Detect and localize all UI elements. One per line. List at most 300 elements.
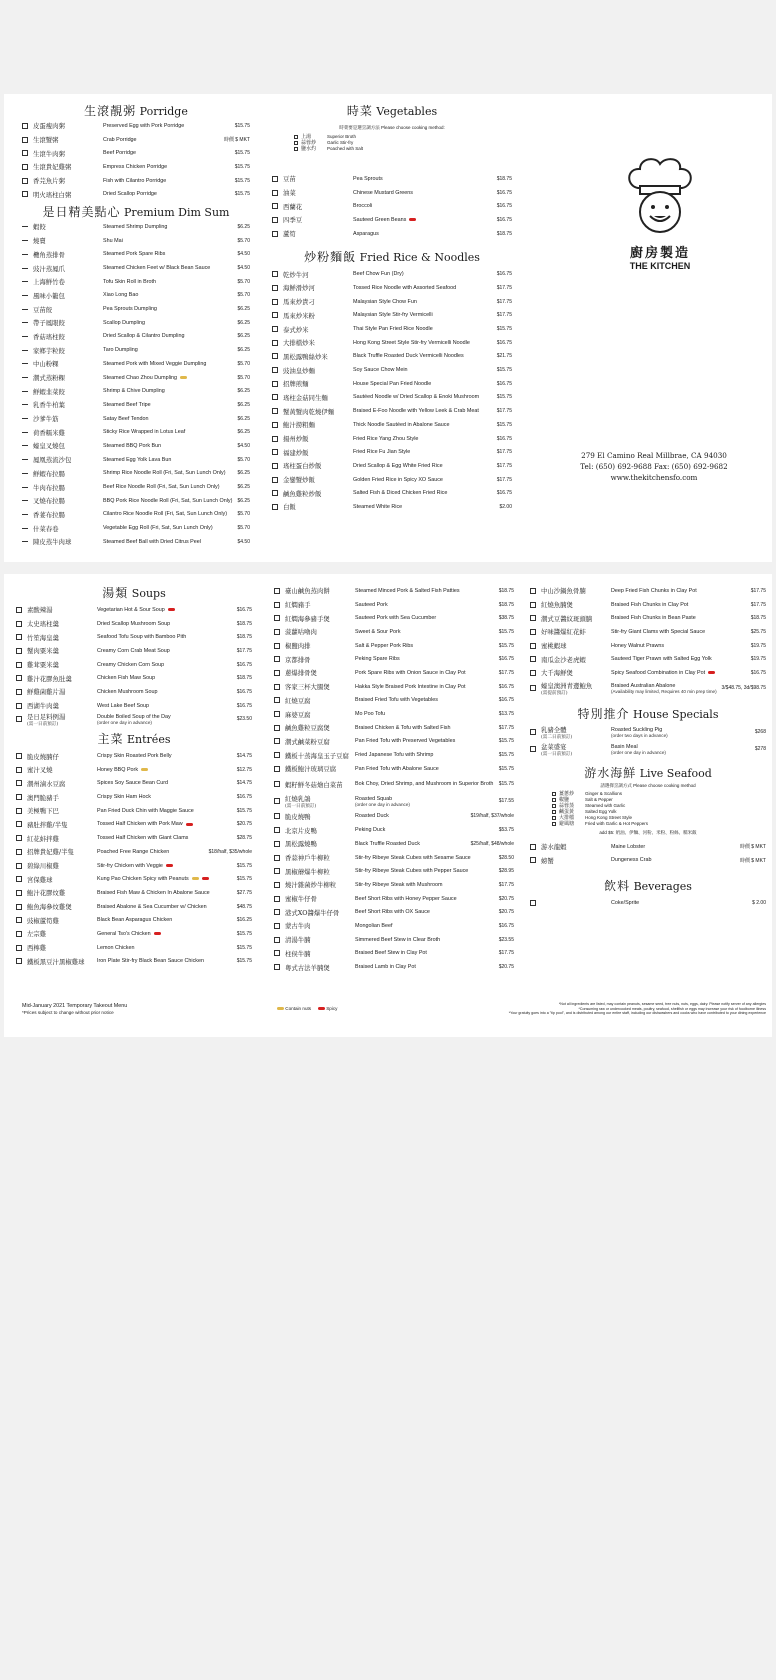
option-label-en: Steamed with Garlic [585,802,626,808]
order-line[interactable] [22,404,28,405]
live-methods [530,791,766,827]
item-name-en: Chicken Mushroom Soup [97,688,158,695]
item-price: $15.75 [234,122,250,129]
menu-item [272,377,512,391]
item-name-en: Mongolian Beef [355,922,393,929]
order-checkbox[interactable] [274,923,280,929]
order-line[interactable] [22,514,28,515]
item-name-en: Dungeness Crab [611,857,652,864]
menu-item [272,459,512,473]
menu-item [274,837,514,851]
item-price: $17.75 [236,647,252,654]
order-checkbox[interactable] [530,670,536,676]
menu-item [274,680,514,694]
option-checkbox[interactable] [552,798,556,802]
order-checkbox[interactable] [16,780,22,786]
menu-item [530,598,766,612]
order-line[interactable] [22,254,28,255]
order-checkbox[interactable] [274,896,280,902]
order-checkbox[interactable] [22,191,28,197]
order-checkbox[interactable] [16,767,22,773]
item-name-en: Steamed Pork with Mixed Veggie Dumpling [103,360,207,367]
menu-item [16,603,252,617]
order-checkbox[interactable] [272,340,278,346]
noodles-list [272,267,512,513]
order-checkbox[interactable] [16,634,22,640]
menu-item [274,748,514,762]
order-checkbox[interactable] [530,685,536,691]
item-price: $16.75 [496,189,512,196]
order-checkbox[interactable] [16,648,22,654]
order-checkbox[interactable] [274,684,280,690]
cooking-option[interactable] [530,821,766,827]
entrees-title: 主菜 Entrées [97,732,171,747]
item-price: $6.25 [237,401,250,408]
item-name-zh: 蜜椒牛仔骨 [285,895,317,904]
item-name-zh: 香蒜神戶牛柳粒 [285,854,330,863]
menu-item [16,685,252,699]
order-checkbox[interactable] [22,164,28,170]
item-name-zh: 雞汁花膠魚肚羹 [27,674,72,683]
item-name-en: Steamed Chicken Feet w/ Black Bean Sauce [103,265,211,272]
item-note: (Availability may limited, Requires 40 min prep time) [611,688,717,694]
order-checkbox[interactable] [272,422,278,428]
item-price: $16.75 [750,669,766,676]
order-checkbox[interactable] [530,588,536,594]
order-checkbox[interactable] [16,662,22,668]
item-price: $15.75 [496,326,512,333]
menu-item [22,174,250,188]
order-line[interactable] [22,445,28,446]
item-name-en: Braised Fish Maw & Chicken In Abalone Sauce [97,889,210,896]
item-name-en: Beef Short Ribs with Honey Pepper Sauce [355,895,457,902]
order-line[interactable] [22,322,28,323]
item-name-zh: 油菜 [283,189,296,198]
item-name-en: Salt & Pepper Pork Ribs [355,642,414,649]
item-name-zh: 紅花蚌拌雞 [27,834,59,843]
order-checkbox[interactable] [16,876,22,882]
order-checkbox[interactable] [16,607,22,613]
order-checkbox[interactable] [272,394,278,400]
option-label-zh: 避風塘 [559,820,575,827]
order-checkbox[interactable] [274,643,280,649]
item-name-en: Roasted Duck [355,813,389,820]
phone-fax: Tel: (650) 692-9688 Fax: (650) 692-9682 [580,462,728,471]
item-sub-note: (需一日前預訂) [285,803,317,809]
menu-item [16,955,252,969]
order-line[interactable] [22,432,28,433]
option-checkbox[interactable] [294,135,298,139]
order-line[interactable] [22,528,28,529]
item-price: $16.75 [496,271,512,278]
option-checkbox[interactable] [552,822,556,826]
contact-block [544,450,764,483]
order-line[interactable] [22,336,28,337]
option-checkbox[interactable] [552,816,556,820]
brand-name-zh: 廚房製造 [629,246,690,261]
order-checkbox[interactable] [22,137,28,143]
item-price: $17.75 [498,881,514,888]
order-checkbox[interactable] [16,621,22,627]
order-checkbox[interactable] [274,656,280,662]
order-checkbox[interactable] [272,436,278,442]
order-checkbox[interactable] [530,844,536,850]
item-name-en: Pork Spare Ribs with Onion Sauce in Clay Pot [355,669,466,676]
order-checkbox[interactable] [272,231,278,237]
order-line[interactable] [22,418,28,419]
menu-item [274,611,514,625]
item-name-en: Hong Kong Street Style Stir-fry Vermicelli Noodle [353,339,470,346]
menu-item [22,425,250,439]
order-checkbox[interactable] [274,827,280,833]
item-price: $16.75 [498,656,514,663]
website-link[interactable]: www.thekitchensfo.com [610,473,698,482]
order-checkbox[interactable] [530,857,536,863]
order-line[interactable] [22,541,28,542]
menu-item [16,831,252,845]
order-checkbox[interactable] [272,367,278,373]
item-name-zh: 豆苗餃 [33,305,53,314]
order-checkbox[interactable] [16,958,22,964]
order-checkbox[interactable] [274,950,280,956]
order-checkbox[interactable] [16,808,22,814]
item-name-zh: 明火瑤柱白粥 [33,190,72,199]
order-checkbox[interactable] [272,408,278,414]
item-name-zh: 鮮蝦韭菜餃 [33,387,65,396]
order-line[interactable] [22,459,28,460]
menu-item [16,763,252,777]
menu-item [530,741,766,758]
order-line[interactable] [22,500,28,501]
order-line[interactable] [22,309,28,310]
item-price: $4.50 [237,442,250,449]
item-name-en: Scallop Dumpling [103,319,145,326]
order-checkbox[interactable] [16,821,22,827]
menu-item [274,762,514,776]
menu-item [274,933,514,947]
order-checkbox[interactable] [274,752,280,758]
order-checkbox[interactable] [530,643,536,649]
order-line[interactable] [22,295,28,296]
item-name-en: House Special Pan Fried Noodle [353,380,432,387]
order-checkbox[interactable] [16,917,22,923]
menu-item [22,289,250,303]
item-name-en: Lemon Chicken [97,944,135,951]
chili-pepper-icon [708,671,715,674]
item-name-zh: 陳皮蒸牛肉球 [33,538,72,547]
option-label-zh: 椒鹽 [559,796,570,803]
item-price: $5.70 [237,360,250,367]
entrees-list [16,749,252,968]
item-price: $15.75 [236,944,252,951]
order-checkbox[interactable] [16,904,22,910]
order-checkbox[interactable] [16,689,22,695]
item-price: $17.75 [496,462,512,469]
chili-pepper-icon [166,864,173,867]
item-name-en: Cilantro Rice Noodle Roll (Fri, Sat, Sun Lunch Only) [103,511,228,518]
item-price: $23.50 [236,716,252,723]
order-checkbox[interactable] [274,798,280,804]
option-checkbox[interactable] [294,147,298,151]
menu-item [16,699,252,713]
item-price: $16.75 [236,794,252,801]
veg-methods [272,134,512,152]
order-checkbox[interactable] [272,176,278,182]
item-name-zh: 蠔皇叉燒包 [33,442,65,451]
order-checkbox[interactable] [16,863,22,869]
menu-item [22,133,250,147]
order-checkbox[interactable] [530,615,536,621]
item-name-zh: 泰式炒米 [283,325,309,334]
item-price: $16.75 [498,922,514,929]
item-price: $28.50 [498,854,514,861]
item-name-en: Steamed Beef Ball with Dried Citrus Peel [103,538,201,545]
order-line[interactable] [22,487,28,488]
order-checkbox[interactable] [16,890,22,896]
item-name-zh: 香荽布拉腸 [33,510,65,519]
order-checkbox[interactable] [272,463,278,469]
order-line[interactable] [22,240,28,241]
item-name-en: BBQ Pork Rice Noodle Roll (Fri, Sat, Sun Lunch Only) [103,497,233,504]
item-price: $25/half, $48/whole [470,840,514,847]
order-checkbox[interactable] [274,697,280,703]
menu-item [272,227,512,241]
menu-item [274,892,514,906]
menu-item [16,941,252,955]
order-checkbox[interactable] [274,781,280,787]
order-line[interactable] [22,473,28,474]
item-name-en: Steamed Beef Tripe [103,401,151,408]
menu-item [274,905,514,919]
item-name-en: Shu Mai [103,237,123,244]
veg-cooking-method [272,125,512,152]
item-price: $5.70 [237,525,250,532]
item-name-en: Beef Chow Fun (Dry) [353,271,404,278]
order-checkbox[interactable] [530,656,536,662]
item-price: $16.75 [236,661,252,668]
item-name-zh: 乳豬全體 (需二日前預訂) [541,725,611,740]
item-name-en: Salted Fish & Diced Chicken Fried Rice [353,490,448,497]
nuts-icon [192,877,199,880]
live-cooking-note: 請選擇烹調方式 Please choose cooking method [600,782,696,788]
vegetables-title: 時菜 Vegetables [346,104,438,118]
option-checkbox[interactable] [294,141,298,145]
item-name-en: Braised Fish Chunks in Clay Pot [611,601,689,608]
order-checkbox[interactable] [272,217,278,223]
nuts-icon [141,768,148,771]
order-line[interactable] [22,391,28,392]
order-checkbox[interactable] [272,477,278,483]
item-name-en: Asparagus [353,230,379,237]
item-name-zh: 潮式豆醬紋斑頭腩 [541,614,593,623]
order-line[interactable] [22,350,28,351]
item-price: $13.75 [498,711,514,718]
order-checkbox[interactable] [274,629,280,635]
item-sub-note: (需一日前預訂) [541,751,573,757]
menu-item [272,473,512,487]
menu-item [22,146,250,160]
menu-item [272,391,512,405]
order-line[interactable] [22,281,28,282]
chili-pepper-icon [409,218,416,221]
menu-item [22,220,250,234]
order-checkbox[interactable] [272,353,278,359]
item-name-zh: 雞茸粟米羹 [27,661,59,670]
item-price: $23.55 [498,936,514,943]
order-checkbox[interactable] [274,909,280,915]
option-label-zh: 蒜蓉炒 [301,140,317,146]
item-name-zh: 螃蟹 [541,856,554,865]
menu-item [530,666,766,680]
item-name-en: Malaysian Style Stir-fry Vermicelli [353,312,433,319]
menu-item [22,248,250,262]
order-line[interactable] [22,363,28,364]
item-name-en: Sticky Rice Wrapped in Lotus Leaf [103,429,186,436]
item-name-en: Braised Fish Chunks in Bean Paste [611,615,696,622]
order-checkbox[interactable] [272,449,278,455]
order-checkbox[interactable] [530,746,536,752]
chili-pepper-icon [202,877,209,880]
order-checkbox[interactable] [274,588,280,594]
menu-item [272,172,512,186]
menu-item [272,213,512,227]
order-checkbox[interactable] [274,725,280,731]
order-checkbox[interactable] [22,150,28,156]
menu-item [16,845,252,859]
menu-item [22,453,250,467]
order-checkbox[interactable] [274,882,280,888]
order-checkbox[interactable] [16,835,22,841]
order-checkbox[interactable] [16,945,22,951]
item-price: $16.75 [496,380,512,387]
item-price: $15.75 [236,958,252,965]
item-price: $14.75 [236,780,252,787]
item-name-en: Steamed Minced Pork & Salted Fish Patties [355,587,460,594]
item-price: $17.75 [498,669,514,676]
option-checkbox[interactable] [552,804,556,808]
item-name-zh: 西檸雞 [27,944,47,953]
order-checkbox[interactable] [274,615,280,621]
order-checkbox[interactable] [530,729,536,735]
menu-item [274,776,514,793]
order-checkbox[interactable] [274,711,280,717]
order-checkbox[interactable] [22,123,28,129]
order-checkbox[interactable] [272,504,278,510]
item-name-en: Sauteed Green Beans [353,217,497,223]
item-price: $15.75 [496,394,512,401]
item-name-zh: 脆皮燒鴨 [285,812,311,821]
order-checkbox[interactable] [272,271,278,277]
order-checkbox[interactable] [272,203,278,209]
order-checkbox[interactable] [272,285,278,291]
item-name-zh: 招牌煎麵 [283,380,309,389]
item-name-en: Beef Rice Noodle Roll (Fri, Sat, Sun Lunch Only) [103,484,220,491]
order-checkbox[interactable] [272,190,278,196]
order-checkbox[interactable] [274,670,280,676]
order-checkbox[interactable] [272,312,278,318]
brand-name-en: THE KITCHEN [629,261,691,271]
order-checkbox[interactable] [272,381,278,387]
menu-item [16,790,252,804]
order-checkbox[interactable] [274,841,280,847]
nuts-icon [277,1007,284,1010]
item-name-zh: 西蘭花 [283,202,303,211]
item-name-en: Empress Chicken Porridge [103,163,168,170]
order-checkbox[interactable] [272,326,278,332]
order-checkbox[interactable] [16,753,22,759]
item-name-en: Simmered Beef Stew in Clear Broth [355,936,441,943]
item-name-zh: 竹笙海皇羹 [27,633,59,642]
item-name-en: Soy Sauce Chow Mein [353,367,408,374]
item-name-en: Black Truffle Roasted Duck [355,840,420,847]
order-checkbox[interactable] [272,490,278,496]
item-name-en: Preserved Egg with Pork Porridge [103,122,185,129]
order-checkbox[interactable] [530,629,536,635]
menu-item [272,309,512,323]
order-checkbox[interactable] [274,602,280,608]
order-checkbox[interactable] [274,964,280,970]
menu-item [274,598,514,612]
order-checkbox[interactable] [274,813,280,819]
item-name-zh: 乾炒牛河 [283,270,309,279]
item-name-en: Braised Abalone & Sea Cucumber w/ Chicken [97,903,207,910]
item-price: $15.75 [498,752,514,759]
item-name-en: Deep Fried Fish Chunks in Clay Pot [611,587,697,594]
order-checkbox[interactable] [274,868,280,874]
item-price: $16.75 [496,490,512,497]
live-addon-note: add $5: 奶油、伊麵、河粉、米粉、粉絲、糯米飯 [599,829,697,835]
order-checkbox[interactable] [274,766,280,772]
item-name-en: Shrimp & Chive Dumpling [103,388,165,395]
order-checkbox[interactable] [530,602,536,608]
order-checkbox[interactable] [16,931,22,937]
item-price: $15.75 [234,150,250,157]
order-line[interactable] [22,226,28,227]
order-checkbox[interactable] [16,703,22,709]
order-line[interactable] [22,268,28,269]
item-name-en: Pan Fried Tofu with Preserved Vegetables [355,738,456,745]
item-price: $16.75 [236,702,252,709]
item-name-zh: 澳門脆豬手 [27,793,59,802]
item-name-en: Dried Scallop Mushroom Soup [97,620,171,627]
menu-item [272,186,512,200]
item-name-en: Creamy Corn Crab Meat Soup [97,647,170,654]
option-label-zh: 蒜蓉蒸 [559,802,575,809]
order-checkbox[interactable] [16,794,22,800]
order-checkbox[interactable] [274,937,280,943]
order-checkbox[interactable] [274,855,280,861]
order-checkbox[interactable] [16,675,22,681]
item-name-zh: 客家三杯大腸煲 [285,683,330,692]
item-name-zh: 紅燜豬手 [285,601,311,610]
item-price: $6.25 [237,319,250,326]
item-price: $18.75 [236,675,252,682]
order-checkbox[interactable] [16,849,22,855]
order-checkbox[interactable] [530,900,536,906]
item-name-zh: 黑松露鴨絲炒米 [283,352,328,361]
order-checkbox[interactable] [22,178,28,184]
column-right [530,584,766,910]
order-checkbox[interactable] [274,738,280,744]
menu-item [272,336,512,350]
menu-item [530,724,766,741]
order-checkbox[interactable] [272,299,278,305]
option-checkbox[interactable] [552,792,556,796]
order-checkbox[interactable] [16,716,22,722]
menu-item [530,680,766,697]
option-checkbox[interactable] [552,810,556,814]
order-line[interactable] [22,377,28,378]
